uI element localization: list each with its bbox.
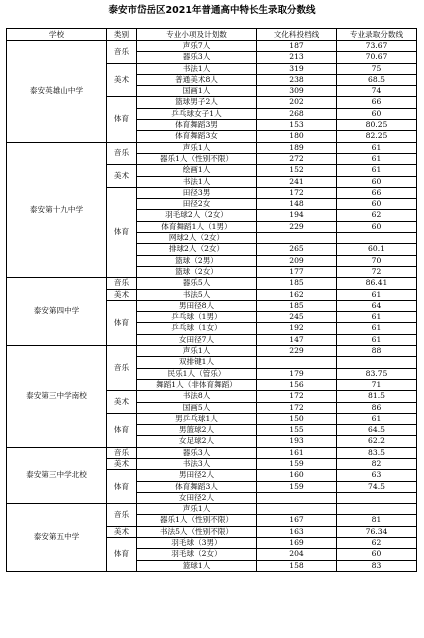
item-cell: 田径3男 [137, 187, 257, 198]
item-cell: 声乐1人 [137, 142, 257, 153]
culture-score-cell: 189 [257, 142, 337, 153]
culture-score-cell: 319 [257, 63, 337, 74]
culture-score-cell: 229 [257, 221, 337, 232]
item-cell: 书法5人 [137, 289, 257, 300]
culture-score-cell: 158 [257, 560, 337, 571]
major-score-cell: 61 [337, 142, 417, 153]
culture-score-cell: 179 [257, 368, 337, 379]
culture-score-cell: 209 [257, 255, 337, 266]
major-score-cell: 61 [337, 289, 417, 300]
culture-score-cell: 159 [257, 481, 337, 492]
culture-score-cell: 161 [257, 447, 337, 458]
major-score-cell: 81.5 [337, 391, 417, 402]
culture-score-cell: 185 [257, 278, 337, 289]
category-cell: 音乐 [107, 346, 137, 391]
major-score-cell: 61 [337, 153, 417, 164]
major-score-cell: 64 [337, 300, 417, 311]
category-cell: 美术 [107, 458, 137, 469]
item-cell: 女足球2人 [137, 436, 257, 447]
item-cell: 排球2人（2女） [137, 244, 257, 255]
item-cell: 书法1人 [137, 176, 257, 187]
major-score-cell: 66 [337, 187, 417, 198]
culture-score-cell: 163 [257, 526, 337, 537]
culture-score-cell: 172 [257, 402, 337, 413]
culture-score-cell: 238 [257, 74, 337, 85]
culture-score-cell: 265 [257, 244, 337, 255]
category-cell: 音乐 [107, 41, 137, 64]
culture-score-cell: 162 [257, 289, 337, 300]
major-score-cell: 66 [337, 97, 417, 108]
major-score-cell: 68.5 [337, 74, 417, 85]
item-cell: 书法1人 [137, 63, 257, 74]
table-row [7, 41, 417, 52]
school-name-cell: 泰安第三中学南校 [7, 346, 107, 448]
major-score-cell: 60 [337, 176, 417, 187]
culture-score-cell: 152 [257, 165, 337, 176]
major-score-cell: 82 [337, 458, 417, 469]
item-cell: 篮球1人 [137, 560, 257, 571]
culture-score-cell: 169 [257, 538, 337, 549]
culture-score-cell: 213 [257, 52, 337, 63]
table-row [7, 346, 417, 357]
item-cell: 羽毛球（3男） [137, 538, 257, 549]
item-cell: 国画1人 [137, 86, 257, 97]
item-cell: 男田径8人 [137, 300, 257, 311]
major-score-cell: 61 [337, 165, 417, 176]
item-cell: 器乐1人（性别不限） [137, 515, 257, 526]
item-cell: 绘画1人 [137, 165, 257, 176]
culture-score-cell: 187 [257, 41, 337, 52]
culture-score-cell: 148 [257, 199, 337, 210]
admission-score-table [6, 28, 417, 572]
major-score-cell: 62.2 [337, 436, 417, 447]
culture-score-cell [257, 504, 337, 515]
major-score-cell: 86 [337, 402, 417, 413]
major-score-cell: 73.67 [337, 41, 417, 52]
culture-score-cell [257, 357, 337, 368]
table-body [7, 41, 417, 572]
major-score-cell: 61 [337, 334, 417, 345]
item-cell: 器乐1人（性别不限） [137, 153, 257, 164]
major-score-cell [337, 504, 417, 515]
item-cell: 男乒乓球1人 [137, 413, 257, 424]
culture-score-cell: 167 [257, 515, 337, 526]
header-school: 学校 [7, 29, 107, 41]
table-row [7, 142, 417, 153]
major-score-cell: 72 [337, 266, 417, 277]
major-score-cell: 83.75 [337, 368, 417, 379]
item-cell: 女田径2人 [137, 492, 257, 503]
category-cell: 体育 [107, 300, 137, 345]
major-score-cell: 70.67 [337, 52, 417, 63]
culture-score-cell: 172 [257, 187, 337, 198]
major-score-cell: 80.25 [337, 120, 417, 131]
item-cell: 篮球（2女） [137, 266, 257, 277]
item-cell: 国画5人 [137, 402, 257, 413]
category-cell: 体育 [107, 97, 137, 142]
item-cell: 声乐7人 [137, 41, 257, 52]
category-cell: 美术 [107, 289, 137, 300]
major-score-cell: 61 [337, 323, 417, 334]
item-cell: 篮球（2男） [137, 255, 257, 266]
major-score-cell: 71 [337, 379, 417, 390]
major-score-cell: 60.1 [337, 244, 417, 255]
culture-score-cell: 185 [257, 300, 337, 311]
major-score-cell: 60 [337, 199, 417, 210]
category-cell: 美术 [107, 165, 137, 188]
category-cell: 美术 [107, 63, 137, 97]
culture-score-cell: 193 [257, 436, 337, 447]
culture-score-cell: 177 [257, 266, 337, 277]
item-cell: 羽毛球2人（2女） [137, 210, 257, 221]
culture-score-cell: 150 [257, 413, 337, 424]
school-name-cell: 泰安第十九中学 [7, 142, 107, 278]
major-score-cell: 83.5 [337, 447, 417, 458]
culture-score-cell: 194 [257, 210, 337, 221]
item-cell: 书法5人（性别不限） [137, 526, 257, 537]
school-name-cell: 泰安英雄山中学 [7, 41, 107, 143]
school-name-cell: 泰安第四中学 [7, 278, 107, 346]
item-cell: 篮球男子2人 [137, 97, 257, 108]
culture-score-cell: 156 [257, 379, 337, 390]
item-cell: 器乐3人 [137, 447, 257, 458]
table-header-row [7, 29, 417, 41]
item-cell: 普通美术8人 [137, 74, 257, 85]
major-score-cell: 74.5 [337, 481, 417, 492]
culture-score-cell: 272 [257, 153, 337, 164]
major-score-cell: 63 [337, 470, 417, 481]
document-title: 泰安市岱岳区2021年普通高中特长生录取分数线 [108, 5, 316, 16]
culture-score-cell: 192 [257, 323, 337, 334]
item-cell: 田径2女 [137, 199, 257, 210]
item-cell: 声乐1人 [137, 504, 257, 515]
major-score-cell: 62 [337, 538, 417, 549]
culture-score-cell: 309 [257, 86, 337, 97]
culture-score-cell: 268 [257, 108, 337, 119]
major-score-cell [337, 492, 417, 503]
item-cell: 器乐3人 [137, 52, 257, 63]
item-cell: 乒乓球（1女） [137, 323, 257, 334]
item-cell: 乒乓球女子1人 [137, 108, 257, 119]
culture-score-cell: 159 [257, 458, 337, 469]
culture-score-cell: 155 [257, 425, 337, 436]
header-item: 专业小项及计划数 [137, 29, 257, 41]
item-cell: 网球2人（2女） [137, 233, 257, 244]
major-score-cell: 83 [337, 560, 417, 571]
major-score-cell: 61 [337, 413, 417, 424]
item-cell: 舞蹈1人（非体育舞蹈） [137, 379, 257, 390]
school-name-cell: 泰安第五中学 [7, 504, 107, 572]
major-score-cell [337, 233, 417, 244]
culture-score-cell: 204 [257, 549, 337, 560]
table-header [7, 29, 417, 41]
major-score-cell: 76.34 [337, 526, 417, 537]
culture-score-cell: 153 [257, 120, 337, 131]
item-cell: 体育舞蹈3人 [137, 481, 257, 492]
category-cell: 音乐 [107, 278, 137, 289]
category-cell: 音乐 [107, 447, 137, 458]
culture-score-cell: 229 [257, 346, 337, 357]
culture-score-cell [257, 492, 337, 503]
item-cell: 男篮球2人 [137, 425, 257, 436]
culture-score-cell: 147 [257, 334, 337, 345]
item-cell: 体育舞蹈3女 [137, 131, 257, 142]
culture-score-cell: 202 [257, 97, 337, 108]
header-category: 类别 [107, 29, 137, 41]
major-score-cell [337, 357, 417, 368]
major-score-cell: 82.25 [337, 131, 417, 142]
major-score-cell: 62 [337, 210, 417, 221]
culture-score-cell: 172 [257, 391, 337, 402]
major-score-cell: 60 [337, 549, 417, 560]
category-cell: 美术 [107, 391, 137, 414]
header-culture-line: 文化科投档线 [257, 29, 337, 41]
table-row [7, 504, 417, 515]
major-score-cell: 81 [337, 515, 417, 526]
category-cell: 体育 [107, 470, 137, 504]
culture-score-cell: 160 [257, 470, 337, 481]
category-cell: 体育 [107, 187, 137, 277]
major-score-cell: 64.5 [337, 425, 417, 436]
item-cell: 乒乓球（1男） [137, 312, 257, 323]
category-cell: 音乐 [107, 142, 137, 165]
item-cell: 女田径7人 [137, 334, 257, 345]
culture-score-cell: 241 [257, 176, 337, 187]
item-cell: 男田径2人 [137, 470, 257, 481]
category-cell: 音乐 [107, 504, 137, 527]
header-major-score: 专业录取分数线 [337, 29, 417, 41]
culture-score-cell [257, 233, 337, 244]
major-score-cell: 61 [337, 312, 417, 323]
category-cell: 体育 [107, 413, 137, 447]
major-score-cell: 86.41 [337, 278, 417, 289]
item-cell: 羽毛球（2女） [137, 549, 257, 560]
item-cell: 书法3人 [137, 458, 257, 469]
item-cell: 器乐5人 [137, 278, 257, 289]
item-cell: 声乐1人 [137, 346, 257, 357]
table-row [7, 447, 417, 458]
category-cell: 美术 [107, 526, 137, 537]
major-score-cell: 74 [337, 86, 417, 97]
item-cell: 体育舞蹈1人（1男） [137, 221, 257, 232]
table-row [7, 278, 417, 289]
item-cell: 双排键1人 [137, 357, 257, 368]
major-score-cell: 88 [337, 346, 417, 357]
category-cell: 体育 [107, 538, 137, 572]
item-cell: 书法8人 [137, 391, 257, 402]
major-score-cell: 60 [337, 108, 417, 119]
culture-score-cell: 245 [257, 312, 337, 323]
major-score-cell: 75 [337, 63, 417, 74]
item-cell: 体育舞蹈3男 [137, 120, 257, 131]
major-score-cell: 60 [337, 221, 417, 232]
school-name-cell: 泰安第三中学北校 [7, 447, 107, 503]
item-cell: 民乐1人（管乐） [137, 368, 257, 379]
major-score-cell: 70 [337, 255, 417, 266]
culture-score-cell: 180 [257, 131, 337, 142]
